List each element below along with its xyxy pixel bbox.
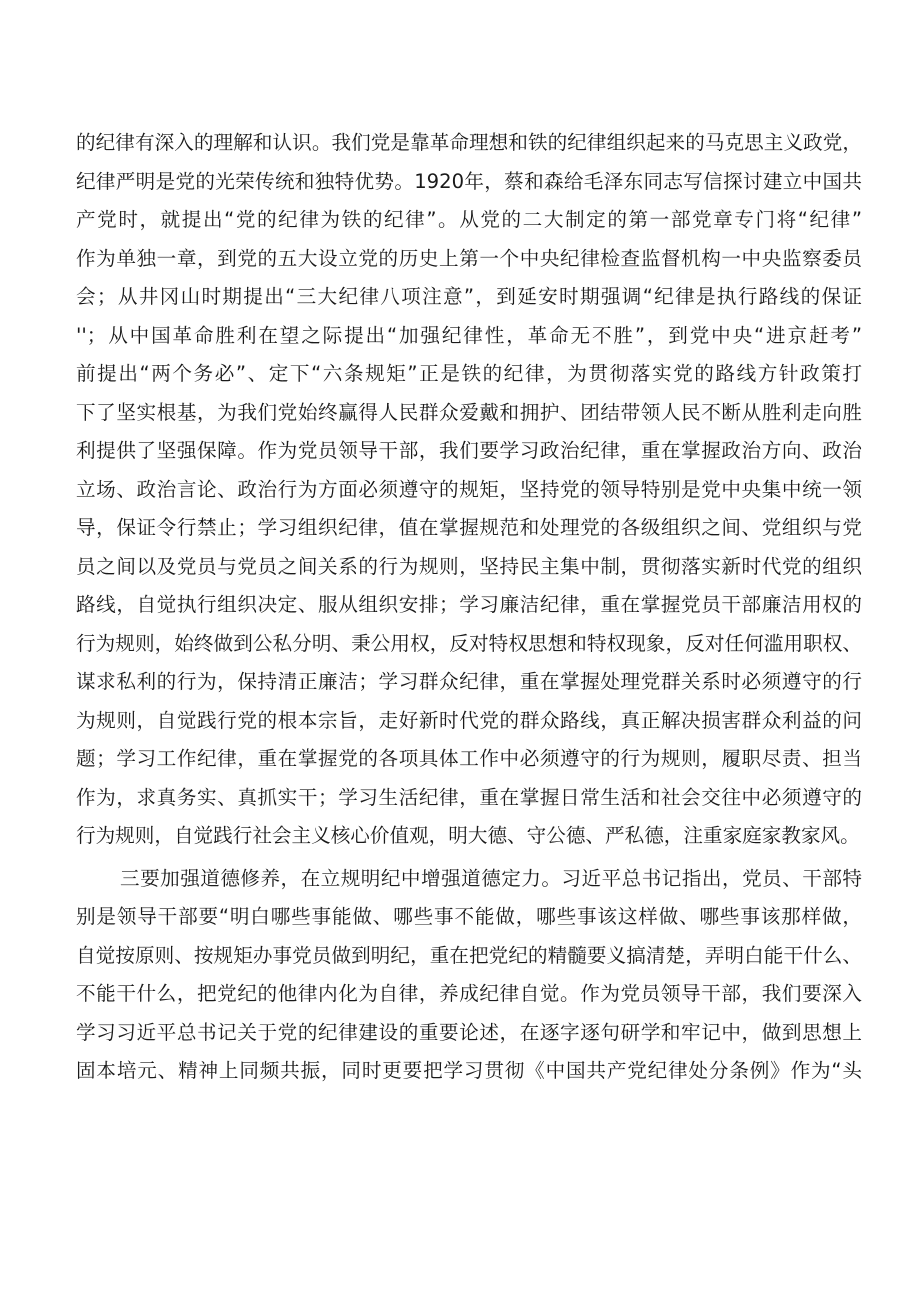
paragraph-line: 路线，自觉执行组织决定、服从组织安排；学习廉洁纪律，重在掌握党员干部廉洁用权的 xyxy=(76,593,862,616)
paragraph-line: 谋求私利的行为，保持清正廉洁；学习群众纪律，重在掌握处理党群关系时必须遵守的行 xyxy=(76,670,862,693)
paragraph-line: 产党时，就提出“党的纪律为铁的纪律”。从党的二大制定的第一部党章专门将“纪律” xyxy=(76,208,862,231)
paragraph-line: 固本培元、精神上同频共振，同时更要把学习贯彻《中国共产党纪律处分条例》作为“头 xyxy=(76,1059,862,1082)
paragraph-line: 纪律严明是党的光荣传统和独特优势。1920年，蔡和森给毛泽东同志写信探讨建立中国共 xyxy=(76,169,862,193)
paragraph-line: 行为规则，始终做到公私分明、秉公用权，反对特权思想和特权现象，反对任何滥用职权、 xyxy=(76,631,862,655)
paragraph-line: 不能干什么，把党纪的他律内化为自律，养成纪律自觉。作为党员领导干部，我们要深入 xyxy=(76,982,862,1005)
paragraph-line: 别是领导干部要“明白哪些事能做、哪些事不能做，哪些事该这样做、哪些事该那样做， xyxy=(76,905,862,928)
paragraph-line: 会；从井冈山时期提出“三大纪律八项注意”，到延安时期强调“纪律是执行路线的保证 xyxy=(76,285,862,308)
paragraph-line: 立场、政治言论、政治行为方面必须遵守的规矩，坚持党的领导特别是党中央集中统一领 xyxy=(76,477,862,501)
paragraph-2 xyxy=(76,860,862,1091)
paragraph-line: 三要加强道德修养，在立规明纪中增强道德定力。习近平总书记指出，党员、干部特 xyxy=(120,866,862,890)
paragraph-line: 为规则，自觉践行党的根本宗旨，走好新时代党的群众路线，真正解决损害群众利益的问 xyxy=(76,708,862,732)
paragraph-line: 作为单独一章，到党的五大设立党的历史上第一个中央纪律检查监督机构一中央监察委员 xyxy=(76,246,862,270)
paragraph-line: 的纪律有深入的理解和认识。我们党是靠革命理想和铁的纪律组织起来的马克思主义政党， xyxy=(76,131,862,154)
paragraph-line: 员之间以及党员与党员之间关系的行为规则，坚持民主集中制，贯彻落实新时代党的组织 xyxy=(76,554,862,578)
paragraph-line: 自觉按原则、按规矩办事党员做到明纪，重在把党纪的精髓要义搞清楚，弄明白能干什么、 xyxy=(76,943,862,967)
paragraph-line: 利提供了坚强保障。作为党员领导干部，我们要学习政治纪律，重在掌握政治方向、政治 xyxy=(76,439,862,462)
paragraph-line: 学习习近平总书记关于党的纪律建设的重要论述，在逐字逐句研学和牢记中，做到思想上 xyxy=(76,1020,862,1044)
paragraph-line: 作为，求真务实、真抓实干；学习生活纪律，重在掌握日常生活和社会交往中必须遵守的 xyxy=(76,785,862,809)
paragraph-line: ''；从中国革命胜利在望之际提出“加强纪律性，革命无不胜”，到党中央“进京赶考” xyxy=(76,323,862,347)
paragraph-1 xyxy=(76,124,862,856)
paragraph-line: 下了坚实根基，为我们党始终赢得人民群众爱戴和拥护、团结带领人民不断从胜利走向胜 xyxy=(76,400,862,424)
paragraph-line: 行为规则，自觉践行社会主义核心价值观，明大德、守公德、严私德，注重家庭家教家风。 xyxy=(76,824,860,847)
paragraph-line: 导，保证令行禁止；学习组织纪律，值在掌握规范和处理党的各级组织之间、党组织与党 xyxy=(76,516,862,539)
document-body xyxy=(76,124,862,1091)
paragraph-line: 前提出“两个务必”、定下“六条规矩”正是铁的纪律，为贯彻落实党的路线方针政策打 xyxy=(76,362,862,385)
paragraph-line: 题；学习工作纪律，重在掌握党的各项具体工作中必须遵守的行为规则，履职尽责、担当 xyxy=(76,747,862,770)
